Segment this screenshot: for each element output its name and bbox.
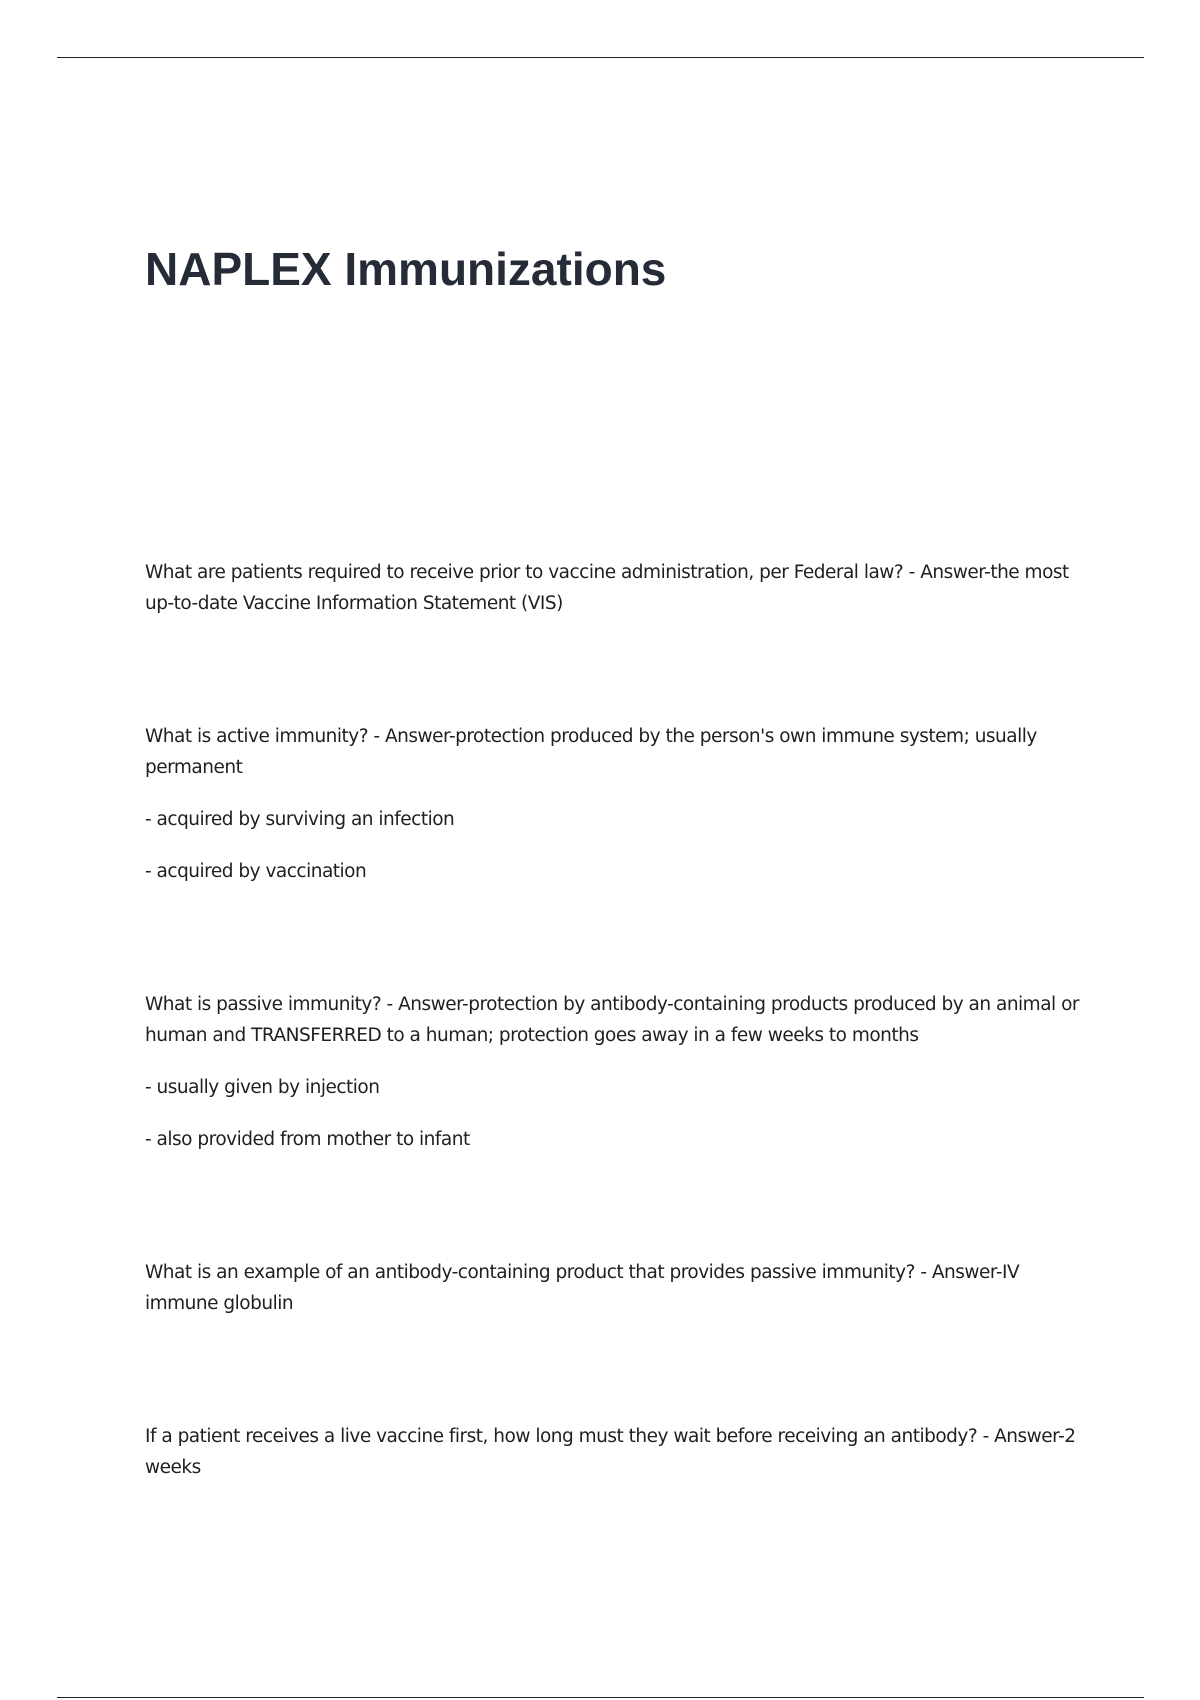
qa-item	[145, 557, 1090, 619]
qa-bullet: - also provided from mother to infant	[145, 1129, 470, 1150]
qa-item	[145, 1421, 1090, 1483]
qa-text: What are patients required to receive prior to vaccine administration, per Federal law? - Answer-the most up-to-date Vaccine Information Statement (VIS)	[145, 562, 1069, 614]
qa-bullet: - acquired by vaccination	[145, 861, 367, 882]
qa-bullet: - acquired by surviving an infection	[145, 809, 455, 830]
qa-text: What is active immunity? - Answer-protection produced by the person's own immune system; usually permanent	[145, 726, 1037, 778]
qa-text: If a patient receives a live vaccine first, how long must they wait before receiving an antibody? - Answer-2 weeks	[145, 1426, 1076, 1478]
page-title: NAPLEX Immunizations	[145, 243, 667, 295]
qa-bullet: - usually given by injection	[145, 1077, 380, 1098]
top-rule	[57, 57, 1144, 58]
bottom-rule	[57, 1697, 1144, 1698]
qa-item	[145, 989, 1090, 1155]
qa-text: What is passive immunity? - Answer-protection by antibody-containing products produced by an animal or human and TRANSFERRED to a human; protection goes away in a few weeks to months	[145, 994, 1079, 1046]
qa-list	[145, 557, 1090, 1585]
qa-item	[145, 1257, 1090, 1319]
qa-item	[145, 721, 1090, 887]
qa-text: What is an example of an antibody-containing product that provides passive immunity? - Answer-IV immune globulin	[145, 1262, 1020, 1314]
